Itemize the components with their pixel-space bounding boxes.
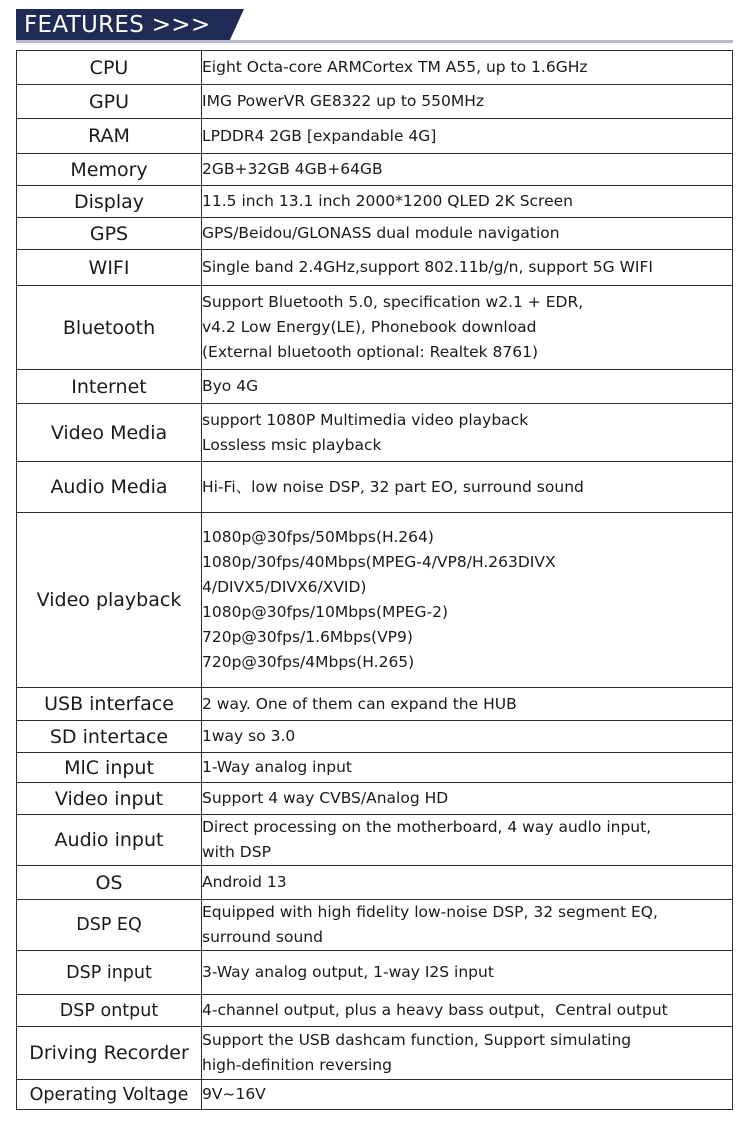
spec-value: 11.5 inch 13.1 inch 2000*1200 QLED 2K Screen (202, 186, 733, 218)
spec-row (17, 753, 733, 783)
spec-value: Direct processing on the motherboard, 4 way audlo input, with DSP (202, 815, 733, 866)
spec-row (17, 51, 733, 85)
spec-value: 1way so 3.0 (202, 721, 733, 753)
spec-row (17, 1027, 733, 1080)
spec-row (17, 721, 733, 753)
spec-value: GPS/Beidou/GLONASS dual module navigation (202, 218, 733, 250)
spec-value: Support the USB dashcam function, Support simulating high-definition reversing (202, 1027, 733, 1080)
spec-row (17, 513, 733, 688)
spec-row (17, 250, 733, 286)
spec-label: Memory (17, 154, 202, 186)
spec-label: Bluetooth (17, 286, 202, 370)
spec-row (17, 900, 733, 951)
spec-row (17, 783, 733, 815)
spec-value: Equipped with high fidelity low-noise DSP, 32 segment EQ, surround sound (202, 900, 733, 951)
spec-label: Video input (17, 783, 202, 815)
spec-value: 2GB+32GB 4GB+64GB (202, 154, 733, 186)
spec-value: Eight Octa-core ARMCortex TM A55, up to 1.6GHz (202, 51, 733, 85)
spec-row (17, 866, 733, 900)
spec-row (17, 85, 733, 119)
spec-row (17, 688, 733, 721)
spec-label: MlC input (17, 753, 202, 783)
spec-label: SD intertace (17, 721, 202, 753)
spec-label: Video Media (17, 404, 202, 462)
spec-row (17, 404, 733, 462)
spec-label: Audio Media (17, 462, 202, 513)
spec-row (17, 218, 733, 250)
spec-label: Video playback (17, 513, 202, 688)
spec-label: DSP EQ (17, 900, 202, 951)
spec-label: DSP ontput (17, 995, 202, 1027)
spec-value: 4-channel output, plus a heavy bass output，Central output (202, 995, 733, 1027)
spec-label: DSP input (17, 951, 202, 995)
spec-label: Internet (17, 370, 202, 404)
spec-value: Support Bluetooth 5.0, specification w2.1 + EDR, v4.2 Low Energy(LE), Phonebook download (External bluetooth optional: Realtek 8761) (202, 286, 733, 370)
spec-value: 2 way. One of them can expand the HUB (202, 688, 733, 721)
specs-table-body (17, 51, 733, 1110)
spec-value: support 1080P Multimedia video playback Lossless msic playback (202, 404, 733, 462)
spec-value: Byo 4G (202, 370, 733, 404)
features-title: FEATURES >>> (16, 9, 229, 42)
spec-value: LPDDR4 2GB [expandable 4G] (202, 119, 733, 154)
spec-value: 1-Way analog input (202, 753, 733, 783)
spec-row (17, 995, 733, 1027)
spec-label: WIFI (17, 250, 202, 286)
spec-label: Audio input (17, 815, 202, 866)
spec-label: GPU (17, 85, 202, 119)
specs-table (16, 50, 733, 1110)
spec-label: OS (17, 866, 202, 900)
spec-label: CPU (17, 51, 202, 85)
spec-value: IMG PowerVR GE8322 up to 550MHz (202, 85, 733, 119)
spec-label: Operating Voltage (17, 1080, 202, 1110)
spec-row (17, 815, 733, 866)
spec-row (17, 1080, 733, 1110)
spec-label: Driving Recorder (17, 1027, 202, 1080)
spec-value: 1080p@30fps/50Mbps(H.264) 1080p/30fps/40Mbps(MPEG-4/VP8/H.263DIVX 4/DIVX5/DIVX6/XVID) 1080p@30fps/10Mbps(MPEG-2) 720p@30fps/1.6Mbps(VP9) 720p@30fps/4Mbps(H.265) (202, 513, 733, 688)
spec-row (17, 186, 733, 218)
spec-row (17, 154, 733, 186)
spec-value: Single band 2.4GHz,support 802.11b/g/n, support 5G WIFI (202, 250, 733, 286)
features-header (16, 9, 733, 43)
spec-value: 3-Way analog output, 1-way I2S input (202, 951, 733, 995)
header-divider (16, 40, 733, 43)
spec-label: USB interface (17, 688, 202, 721)
spec-row (17, 370, 733, 404)
spec-row (17, 951, 733, 995)
spec-value: 9V~16V (202, 1080, 733, 1110)
spec-value: Support 4 way CVBS/Analog HD (202, 783, 733, 815)
spec-row (17, 286, 733, 370)
spec-label: RAM (17, 119, 202, 154)
spec-value: Android 13 (202, 866, 733, 900)
spec-row (17, 119, 733, 154)
spec-label: Display (17, 186, 202, 218)
spec-row (17, 462, 733, 513)
spec-value: Hi-Fi、low noise DSP, 32 part EO, surround sound (202, 462, 733, 513)
spec-label: GPS (17, 218, 202, 250)
